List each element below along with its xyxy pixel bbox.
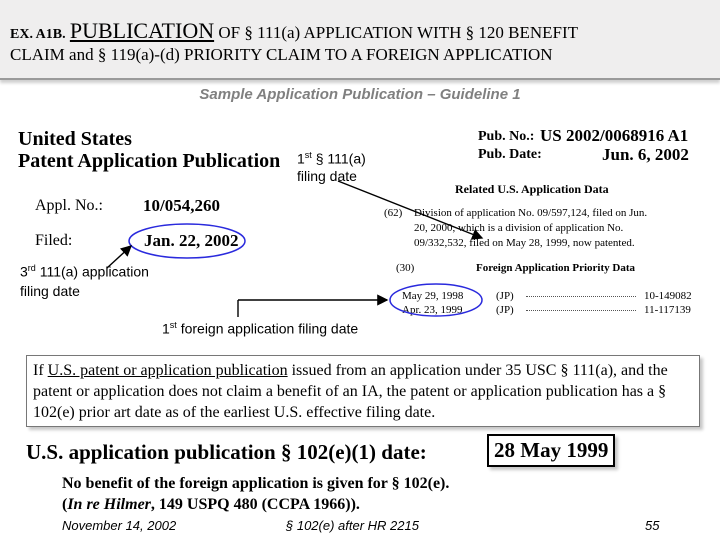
related-heading: Related U.S. Application Data bbox=[455, 182, 609, 196]
pub-no-value: US 2002/0068916 A1 bbox=[540, 126, 689, 145]
filed-value: Jan. 22, 2002 bbox=[144, 231, 239, 250]
result-date-box: 28 May 1999 bbox=[487, 434, 615, 467]
result-label: U.S. application publication § 102(e)(1) date: bbox=[26, 440, 427, 464]
foreign-row-1-date: May 29, 1998 bbox=[402, 290, 464, 302]
header-lead: EX. A1B. bbox=[10, 27, 66, 42]
appl-no-value: 10/054,260 bbox=[143, 196, 220, 215]
footer-page-number: 55 bbox=[645, 518, 660, 533]
annotation-third-111a: 3rd 111(a) application bbox=[20, 263, 149, 280]
doc-title-1: United States bbox=[18, 128, 132, 150]
code-62: (62) bbox=[384, 207, 403, 219]
appl-no-label: Appl. No.: bbox=[35, 197, 103, 214]
foreign-row-1-number: 10-149082 bbox=[644, 290, 692, 302]
note-line-1: No benefit of the foreign application is given for § 102(e). bbox=[62, 475, 450, 492]
code-30: (30) bbox=[396, 262, 415, 274]
related-line-2: 20, 2000, which is a division of application No. bbox=[414, 222, 624, 234]
annotation-first-foreign: 1st foreign application filing date bbox=[162, 320, 359, 337]
foreign-heading: Foreign Application Priority Data bbox=[476, 262, 635, 274]
annotation-first-111a-line-2: filing date bbox=[297, 168, 357, 184]
header-line-2: CLAIM and § 119(a)-(d) PRIORITY CLAIM TO A FOREIGN APPLICATION bbox=[10, 45, 553, 64]
foreign-row-2-number: 11-117139 bbox=[644, 304, 691, 316]
subtitle: Sample Application Publication – Guideline 1 bbox=[199, 86, 521, 103]
header-publication: PUBLICATION bbox=[69, 18, 215, 43]
note-line-2: (In re Hilmer, 149 USPQ 480 (CCPA 1966)). bbox=[62, 496, 360, 513]
footer-date: November 14, 2002 bbox=[62, 518, 177, 533]
foreign-row-2-country: (JP) bbox=[496, 304, 514, 316]
foreign-row-1-country: (JP) bbox=[496, 290, 514, 302]
annotation-first-111a: 1st § 111(a) bbox=[297, 150, 366, 167]
rule-underlined: U.S. patent or application publication bbox=[47, 362, 288, 379]
foreign-row-2-date: Apr. 23, 1999 bbox=[402, 304, 463, 316]
header-line-1-rest: OF § 111(a) APPLICATION WITH § 120 BENEFIT bbox=[218, 23, 579, 42]
filed-label: Filed: bbox=[35, 232, 73, 249]
doc-title-2: Patent Application Publication bbox=[18, 150, 281, 172]
related-line-1: Division of application No. 09/597,124, filed on Jun. bbox=[414, 207, 648, 219]
note-case-name: In re Hilmer bbox=[67, 496, 151, 513]
pub-date-value: Jun. 6, 2002 bbox=[602, 145, 689, 164]
pub-no-label: Pub. No.: bbox=[478, 129, 535, 144]
arrow-first-111a bbox=[338, 181, 482, 238]
annotation-third-111a-line-2: filing date bbox=[20, 283, 80, 299]
rule-text: If U.S. patent or application publication issued from an application under 35 USC § 111(a), and the patent or application does not claim a benefit of an IA, the patent or application publication has a § 102(e) prior art date as of the earliest U.S. effective filing date. bbox=[33, 362, 668, 421]
rule-callout bbox=[26, 355, 700, 427]
foreign-date-ellipse bbox=[390, 284, 482, 316]
pub-date-label: Pub. Date: bbox=[478, 147, 542, 162]
filed-date-ellipse bbox=[129, 224, 245, 258]
footer-title: § 102(e) after HR 2215 bbox=[286, 518, 419, 533]
related-line-3: 09/332,532, filed on May 28, 1999, now patented. bbox=[414, 237, 635, 249]
